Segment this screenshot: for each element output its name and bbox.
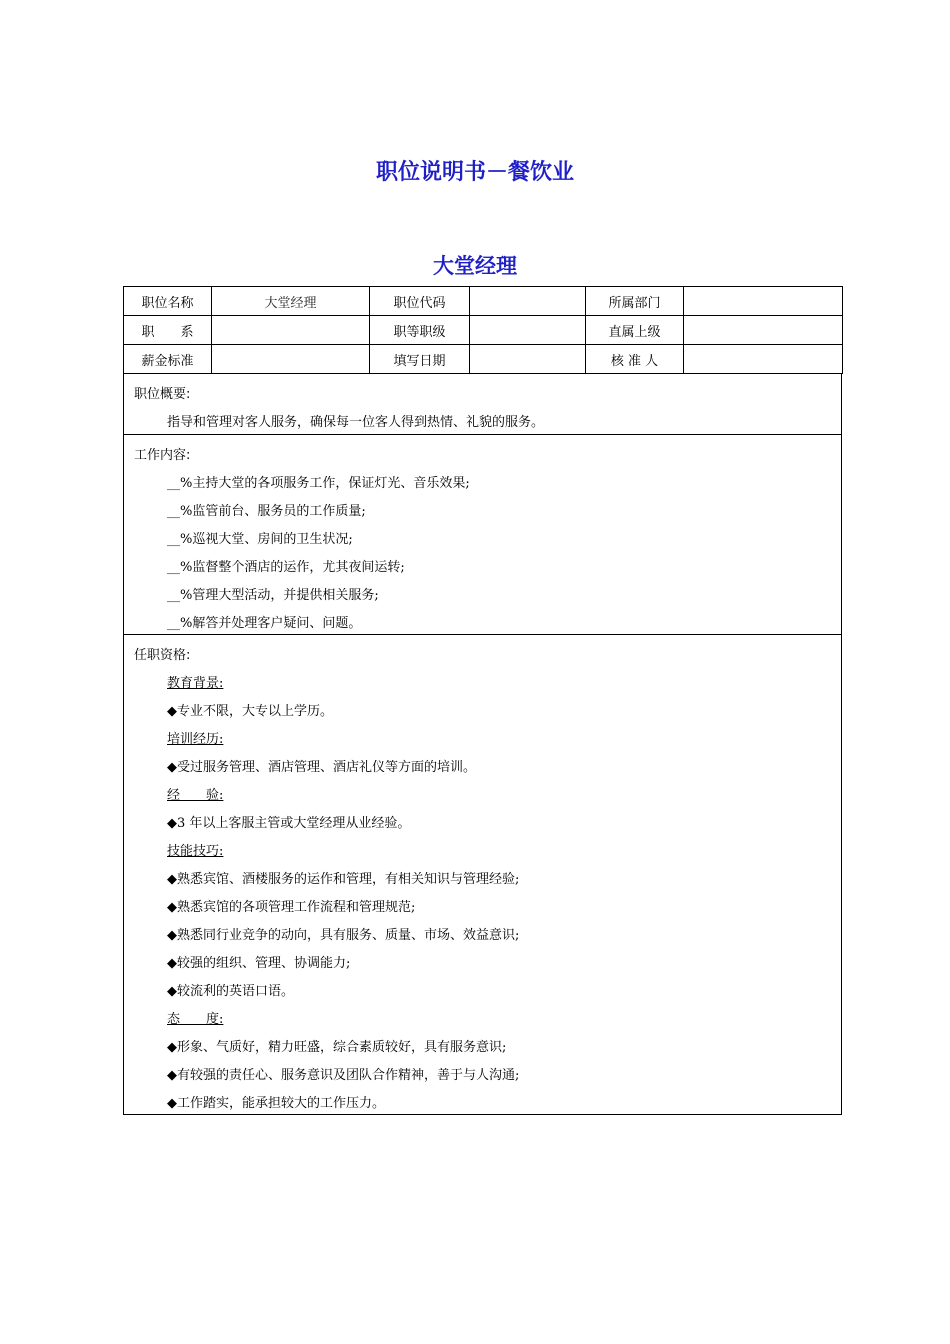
attitude-label: 态 度: bbox=[167, 1012, 224, 1027]
list-item: ◆较流利的英语口语。 bbox=[167, 984, 294, 999]
list-item: ◆熟悉宾馆、酒楼服务的运作和管理，有相关知识与管理经验; bbox=[167, 872, 520, 887]
value-cell: 大堂经理 bbox=[212, 287, 370, 316]
list-item: __%解答并处理客户疑问、问题。 bbox=[167, 616, 362, 631]
value-cell bbox=[684, 316, 843, 345]
value-cell bbox=[470, 316, 586, 345]
list-item: __%监督整个酒店的运作，尤其夜间运转; bbox=[167, 560, 405, 575]
label-cell: 薪金标准 bbox=[124, 345, 212, 374]
list-item: ◆形象、气质好，精力旺盛，综合素质较好，具有服务意识; bbox=[167, 1040, 507, 1055]
list-item: __%管理大型活动，并提供相关服务; bbox=[167, 588, 379, 603]
summary-heading: 职位概要: bbox=[134, 387, 191, 402]
list-item: ◆熟悉宾馆的各项管理工作流程和管理规范; bbox=[167, 900, 416, 915]
document-title: 职位说明书－餐饮业 bbox=[375, 160, 574, 185]
duties-heading: 工作内容: bbox=[134, 448, 191, 463]
table-row bbox=[124, 345, 843, 374]
value-cell bbox=[470, 345, 586, 374]
list-item: ◆有较强的责任心、服务意识及团队合作精神，善于与人沟通; bbox=[167, 1068, 520, 1083]
value-cell bbox=[212, 345, 370, 374]
label-cell: 所属部门 bbox=[586, 287, 684, 316]
value-cell bbox=[684, 345, 843, 374]
list-item: __%巡视大堂、房间的卫生状况; bbox=[167, 532, 353, 547]
list-item: ◆3 年以上客服主管或大堂经理从业经验。 bbox=[167, 816, 411, 831]
label-cell: 职等职级 bbox=[370, 316, 470, 345]
summary-text: 指导和管理对客人服务，确保每一位客人得到热情、礼貌的服务。 bbox=[167, 415, 545, 430]
label-cell: 职位代码 bbox=[370, 287, 470, 316]
training-label: 培训经历: bbox=[167, 732, 224, 747]
list-item: ◆专业不限，大专以上学历。 bbox=[167, 704, 333, 719]
table-row bbox=[124, 316, 843, 345]
skills-label: 技能技巧: bbox=[167, 844, 224, 859]
list-item: ◆熟悉同行业竞争的动向，具有服务、质量、市场、效益意识; bbox=[167, 928, 520, 943]
position-info-table bbox=[123, 286, 843, 374]
value-cell bbox=[212, 316, 370, 345]
table-row bbox=[124, 287, 843, 316]
label-cell: 填写日期 bbox=[370, 345, 470, 374]
list-item: ◆受过服务管理、酒店管理、酒店礼仪等方面的培训。 bbox=[167, 760, 476, 775]
label-cell: 核 准 人 bbox=[586, 345, 684, 374]
list-item: ◆较强的组织、管理、协调能力; bbox=[167, 956, 351, 971]
experience-label: 经 验: bbox=[167, 788, 224, 803]
value-cell bbox=[684, 287, 843, 316]
position-title: 大堂经理 bbox=[433, 254, 517, 278]
qualifications-heading: 任职资格: bbox=[134, 648, 191, 663]
value-cell bbox=[470, 287, 586, 316]
list-item: __%主持大堂的各项服务工作，保证灯光、音乐效果; bbox=[167, 476, 470, 491]
duties-section bbox=[123, 434, 842, 635]
qualifications-section bbox=[123, 634, 842, 1115]
list-item: __%监管前台、服务员的工作质量; bbox=[167, 504, 366, 519]
label-cell: 职位名称 bbox=[124, 287, 212, 316]
label-cell: 直属上级 bbox=[586, 316, 684, 345]
label-cell: 职 系 bbox=[124, 316, 212, 345]
list-item: ◆工作踏实，能承担较大的工作压力。 bbox=[167, 1096, 385, 1111]
summary-section bbox=[123, 373, 842, 435]
education-label: 教育背景: bbox=[167, 676, 224, 691]
